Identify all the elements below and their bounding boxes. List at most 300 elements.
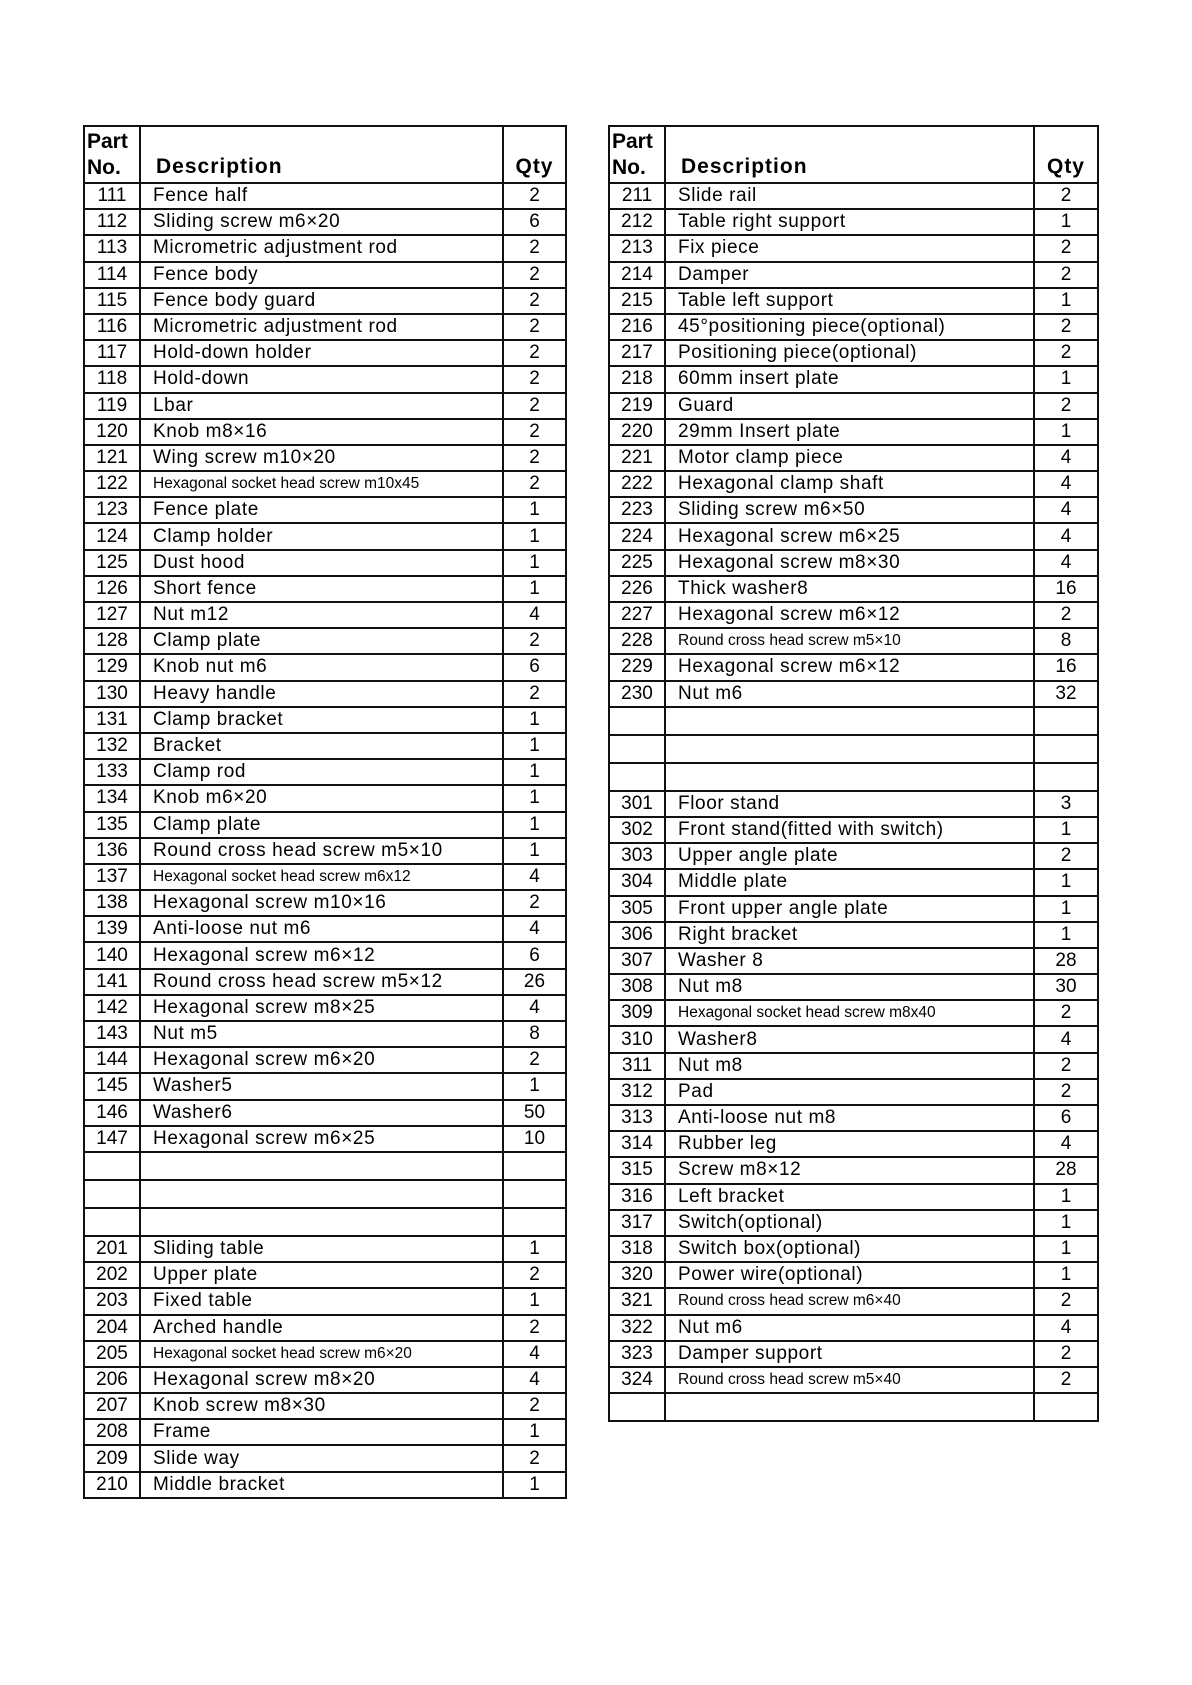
table-row bbox=[84, 550, 566, 576]
table-row bbox=[84, 1021, 566, 1047]
part-number-cell: 145 bbox=[84, 1073, 140, 1099]
description-cell bbox=[665, 1393, 1034, 1421]
table-row bbox=[84, 1047, 566, 1073]
part-number-cell: 311 bbox=[609, 1053, 665, 1079]
quantity-cell: 1 bbox=[503, 550, 566, 576]
description-cell: Table left support bbox=[665, 288, 1034, 314]
quantity-cell: 1 bbox=[1034, 419, 1098, 445]
part-number-cell: 228 bbox=[609, 628, 665, 654]
part-number-cell: 142 bbox=[84, 995, 140, 1021]
description-cell: Round cross head screw m5×12 bbox=[140, 969, 503, 995]
table-row bbox=[609, 869, 1098, 895]
table-row bbox=[609, 654, 1098, 680]
part-number-cell: 123 bbox=[84, 497, 140, 523]
quantity-cell: 1 bbox=[1034, 896, 1098, 922]
description-cell: Anti-loose nut m6 bbox=[140, 916, 503, 942]
quantity-cell: 6 bbox=[1034, 1105, 1098, 1131]
table-row bbox=[609, 1288, 1098, 1314]
part-number-cell: 322 bbox=[609, 1315, 665, 1341]
table-row bbox=[84, 1288, 566, 1314]
description-cell: Positioning piece(optional) bbox=[665, 340, 1034, 366]
table-row bbox=[84, 838, 566, 864]
table-row bbox=[609, 366, 1098, 392]
part-number-cell: 117 bbox=[84, 340, 140, 366]
description-cell: Hexagonal screw m6×12 bbox=[665, 602, 1034, 628]
table-row bbox=[609, 1157, 1098, 1183]
part-number-cell: 221 bbox=[609, 445, 665, 471]
part-number-cell: 146 bbox=[84, 1100, 140, 1126]
part-number-cell: 318 bbox=[609, 1236, 665, 1262]
description-cell: Clamp plate bbox=[140, 628, 503, 654]
part-number-cell: 206 bbox=[84, 1367, 140, 1393]
quantity-cell: 1 bbox=[503, 838, 566, 864]
quantity-cell: 2 bbox=[1034, 1000, 1098, 1026]
description-header: Description bbox=[140, 126, 503, 183]
part-number-cell: 316 bbox=[609, 1184, 665, 1210]
quantity-cell: 2 bbox=[1034, 1367, 1098, 1393]
quantity-cell: 1 bbox=[1034, 288, 1098, 314]
blank-row bbox=[84, 1180, 566, 1208]
table-row bbox=[84, 340, 566, 366]
part-number-cell: 124 bbox=[84, 523, 140, 549]
description-cell: Clamp bracket bbox=[140, 707, 503, 733]
quantity-cell: 2 bbox=[503, 235, 566, 261]
table-header-row bbox=[609, 126, 1098, 183]
table-row bbox=[609, 922, 1098, 948]
table-row bbox=[84, 916, 566, 942]
table-row bbox=[84, 759, 566, 785]
description-cell: 29mm Insert plate bbox=[665, 419, 1034, 445]
table-row bbox=[84, 785, 566, 811]
table-row bbox=[609, 1236, 1098, 1262]
part-number-cell bbox=[609, 763, 665, 791]
description-cell: Hexagonal screw m8×20 bbox=[140, 1367, 503, 1393]
description-cell bbox=[665, 763, 1034, 791]
part-number-cell: 205 bbox=[84, 1341, 140, 1367]
table-row bbox=[609, 550, 1098, 576]
part-no-header bbox=[609, 126, 665, 183]
quantity-cell: 16 bbox=[1034, 576, 1098, 602]
part-number-cell: 222 bbox=[609, 471, 665, 497]
part-number-cell: 303 bbox=[609, 843, 665, 869]
part-number-cell: 129 bbox=[84, 654, 140, 680]
description-cell: Nut m6 bbox=[665, 681, 1034, 707]
parts-table-body-left bbox=[84, 183, 566, 1498]
table-row bbox=[609, 1367, 1098, 1393]
quantity-cell: 1 bbox=[1034, 366, 1098, 392]
quantity-cell: 6 bbox=[503, 654, 566, 680]
quantity-cell: 2 bbox=[503, 1315, 566, 1341]
blank-row bbox=[84, 1152, 566, 1180]
quantity-cell: 50 bbox=[503, 1100, 566, 1126]
table-row bbox=[84, 1126, 566, 1152]
part-number-cell: 211 bbox=[609, 183, 665, 209]
quantity-cell: 30 bbox=[1034, 974, 1098, 1000]
table-row bbox=[609, 896, 1098, 922]
table-row bbox=[84, 209, 566, 235]
description-cell bbox=[665, 735, 1034, 763]
part-number-cell: 310 bbox=[609, 1026, 665, 1052]
description-cell: Switch box(optional) bbox=[665, 1236, 1034, 1262]
description-cell: Sliding table bbox=[140, 1236, 503, 1262]
table-row bbox=[84, 393, 566, 419]
table-row bbox=[609, 288, 1098, 314]
table-row bbox=[84, 707, 566, 733]
quantity-cell: 2 bbox=[1034, 1288, 1098, 1314]
part-number-cell: 112 bbox=[84, 209, 140, 235]
part-number-cell: 301 bbox=[609, 791, 665, 817]
quantity-cell: 4 bbox=[503, 995, 566, 1021]
quantity-cell: 8 bbox=[503, 1021, 566, 1047]
parts-table-body-right bbox=[609, 183, 1098, 1421]
quantity-cell: 28 bbox=[1034, 948, 1098, 974]
table-row bbox=[84, 733, 566, 759]
table-row bbox=[609, 1105, 1098, 1131]
description-cell: 45°positioning piece(optional) bbox=[665, 314, 1034, 340]
parts-table-right bbox=[608, 125, 1099, 1422]
part-number-cell: 212 bbox=[609, 209, 665, 235]
part-number-cell: 125 bbox=[84, 550, 140, 576]
quantity-cell: 1 bbox=[1034, 1236, 1098, 1262]
description-cell: Micrometric adjustment rod bbox=[140, 314, 503, 340]
part-number-cell: 144 bbox=[84, 1047, 140, 1073]
description-cell: Motor clamp piece bbox=[665, 445, 1034, 471]
table-row bbox=[609, 340, 1098, 366]
part-number-cell: 139 bbox=[84, 916, 140, 942]
quantity-cell: 2 bbox=[1034, 183, 1098, 209]
quantity-cell: 26 bbox=[503, 969, 566, 995]
part-number-cell: 314 bbox=[609, 1131, 665, 1157]
table-row bbox=[84, 1100, 566, 1126]
table-row bbox=[84, 1393, 566, 1419]
quantity-cell: 1 bbox=[503, 759, 566, 785]
part-number-cell: 203 bbox=[84, 1288, 140, 1314]
description-cell: Wing screw m10×20 bbox=[140, 445, 503, 471]
table-row bbox=[609, 523, 1098, 549]
description-cell: Upper plate bbox=[140, 1262, 503, 1288]
table-row bbox=[84, 942, 566, 968]
quantity-cell: 2 bbox=[503, 681, 566, 707]
description-header: Description bbox=[665, 126, 1034, 183]
part-number-cell: 229 bbox=[609, 654, 665, 680]
part-number-cell bbox=[609, 735, 665, 763]
quantity-cell: 1 bbox=[503, 733, 566, 759]
quantity-cell: 1 bbox=[503, 812, 566, 838]
quantity-cell: 2 bbox=[1034, 314, 1098, 340]
part-number-cell: 120 bbox=[84, 419, 140, 445]
part-number-cell bbox=[84, 1180, 140, 1208]
table-row bbox=[84, 1419, 566, 1445]
quantity-cell: 10 bbox=[503, 1126, 566, 1152]
part-number-cell: 323 bbox=[609, 1341, 665, 1367]
description-cell: Fence body guard bbox=[140, 288, 503, 314]
description-cell: Round cross head screw m6×40 bbox=[665, 1288, 1034, 1314]
quantity-cell: 2 bbox=[503, 419, 566, 445]
description-cell: Hexagonal socket head screw m10x45 bbox=[140, 471, 503, 497]
blank-row bbox=[609, 735, 1098, 763]
part-number-cell: 119 bbox=[84, 393, 140, 419]
part-no-header-line1: Part bbox=[87, 130, 128, 153]
description-cell: Knob m8×16 bbox=[140, 419, 503, 445]
part-number-cell: 137 bbox=[84, 864, 140, 890]
table-row bbox=[609, 183, 1098, 209]
part-number-cell: 219 bbox=[609, 393, 665, 419]
part-no-header-line2: No. bbox=[87, 156, 121, 179]
table-header-row bbox=[84, 126, 566, 183]
description-cell: Front upper angle plate bbox=[665, 896, 1034, 922]
quantity-cell bbox=[1034, 707, 1098, 735]
blank-row bbox=[609, 1393, 1098, 1421]
description-cell: Hexagonal socket head screw m6×20 bbox=[140, 1341, 503, 1367]
table-row bbox=[609, 817, 1098, 843]
quantity-cell: 2 bbox=[1034, 1079, 1098, 1105]
part-number-cell: 131 bbox=[84, 707, 140, 733]
part-number-cell: 225 bbox=[609, 550, 665, 576]
part-number-cell: 224 bbox=[609, 523, 665, 549]
description-cell: Knob screw m8×30 bbox=[140, 1393, 503, 1419]
part-number-cell: 201 bbox=[84, 1236, 140, 1262]
description-cell: Middle plate bbox=[665, 869, 1034, 895]
table-row bbox=[84, 995, 566, 1021]
table-row bbox=[84, 419, 566, 445]
quantity-cell bbox=[1034, 763, 1098, 791]
table-row bbox=[609, 445, 1098, 471]
quantity-cell bbox=[503, 1152, 566, 1180]
quantity-cell: 2 bbox=[1034, 393, 1098, 419]
quantity-cell: 2 bbox=[503, 183, 566, 209]
part-number-cell: 130 bbox=[84, 681, 140, 707]
description-cell: Hexagonal screw m6×25 bbox=[140, 1126, 503, 1152]
description-cell: Hold-down bbox=[140, 366, 503, 392]
quantity-cell: 2 bbox=[503, 471, 566, 497]
description-cell: Clamp plate bbox=[140, 812, 503, 838]
quantity-cell: 2 bbox=[1034, 1053, 1098, 1079]
part-number-cell: 141 bbox=[84, 969, 140, 995]
part-number-cell: 136 bbox=[84, 838, 140, 864]
table-row bbox=[84, 262, 566, 288]
part-number-cell: 216 bbox=[609, 314, 665, 340]
quantity-cell: 4 bbox=[503, 1367, 566, 1393]
quantity-cell: 2 bbox=[503, 445, 566, 471]
quantity-cell: 8 bbox=[1034, 628, 1098, 654]
description-cell: Pad bbox=[665, 1079, 1034, 1105]
description-cell: Knob nut m6 bbox=[140, 654, 503, 680]
table-row bbox=[84, 1073, 566, 1099]
part-number-cell: 209 bbox=[84, 1445, 140, 1471]
part-number-cell: 143 bbox=[84, 1021, 140, 1047]
description-cell: Floor stand bbox=[665, 791, 1034, 817]
quantity-cell: 1 bbox=[503, 1472, 566, 1498]
table-row bbox=[84, 1341, 566, 1367]
description-cell bbox=[665, 707, 1034, 735]
part-number-cell: 230 bbox=[609, 681, 665, 707]
description-cell: Knob m6×20 bbox=[140, 785, 503, 811]
table-row bbox=[84, 602, 566, 628]
quantity-cell: 3 bbox=[1034, 791, 1098, 817]
description-cell: Heavy handle bbox=[140, 681, 503, 707]
table-row bbox=[609, 393, 1098, 419]
table-row bbox=[609, 1131, 1098, 1157]
description-cell: Rubber leg bbox=[665, 1131, 1034, 1157]
table-row bbox=[609, 948, 1098, 974]
part-number-cell: 213 bbox=[609, 235, 665, 261]
quantity-cell: 28 bbox=[1034, 1157, 1098, 1183]
table-row bbox=[84, 235, 566, 261]
parts-table-left bbox=[83, 125, 567, 1499]
quantity-cell: 2 bbox=[1034, 602, 1098, 628]
quantity-cell: 2 bbox=[503, 288, 566, 314]
table-row bbox=[84, 1315, 566, 1341]
description-cell: Left bracket bbox=[665, 1184, 1034, 1210]
qty-header: Qty bbox=[503, 126, 566, 183]
table-row bbox=[609, 497, 1098, 523]
description-cell: Power wire(optional) bbox=[665, 1262, 1034, 1288]
table-row bbox=[609, 262, 1098, 288]
part-number-cell: 122 bbox=[84, 471, 140, 497]
description-cell bbox=[140, 1180, 503, 1208]
table-row bbox=[84, 523, 566, 549]
quantity-cell: 1 bbox=[1034, 869, 1098, 895]
description-cell: Hexagonal screw m6×12 bbox=[665, 654, 1034, 680]
part-number-cell: 306 bbox=[609, 922, 665, 948]
quantity-cell: 1 bbox=[503, 576, 566, 602]
part-no-header bbox=[84, 126, 140, 183]
quantity-cell: 1 bbox=[503, 707, 566, 733]
quantity-cell: 4 bbox=[1034, 1026, 1098, 1052]
description-cell: Fence plate bbox=[140, 497, 503, 523]
table-row bbox=[609, 1210, 1098, 1236]
description-cell: Nut m8 bbox=[665, 974, 1034, 1000]
table-row bbox=[84, 576, 566, 602]
table-row bbox=[609, 602, 1098, 628]
description-cell: Short fence bbox=[140, 576, 503, 602]
description-cell: Round cross head screw m5×10 bbox=[140, 838, 503, 864]
description-cell: Hexagonal socket head screw m6x12 bbox=[140, 864, 503, 890]
part-number-cell: 302 bbox=[609, 817, 665, 843]
table-row bbox=[84, 969, 566, 995]
quantity-cell: 2 bbox=[503, 262, 566, 288]
description-cell: Hexagonal screw m6×20 bbox=[140, 1047, 503, 1073]
description-cell: Nut m8 bbox=[665, 1053, 1034, 1079]
table-row bbox=[609, 1184, 1098, 1210]
quantity-cell: 1 bbox=[1034, 1210, 1098, 1236]
table-row bbox=[609, 314, 1098, 340]
table-row bbox=[84, 1262, 566, 1288]
quantity-cell: 2 bbox=[1034, 843, 1098, 869]
quantity-cell: 1 bbox=[503, 1236, 566, 1262]
blank-row bbox=[609, 763, 1098, 791]
part-number-cell bbox=[609, 1393, 665, 1421]
part-number-cell: 127 bbox=[84, 602, 140, 628]
description-cell: Guard bbox=[665, 393, 1034, 419]
table-row bbox=[609, 791, 1098, 817]
quantity-cell: 4 bbox=[1034, 497, 1098, 523]
quantity-cell bbox=[1034, 1393, 1098, 1421]
quantity-cell: 4 bbox=[1034, 1131, 1098, 1157]
part-number-cell: 111 bbox=[84, 183, 140, 209]
quantity-cell: 2 bbox=[503, 314, 566, 340]
quantity-cell: 2 bbox=[1034, 340, 1098, 366]
part-number-cell: 118 bbox=[84, 366, 140, 392]
qty-header: Qty bbox=[1034, 126, 1098, 183]
quantity-cell: 2 bbox=[503, 366, 566, 392]
quantity-cell: 2 bbox=[1034, 1341, 1098, 1367]
description-cell: Washer8 bbox=[665, 1026, 1034, 1052]
part-number-cell: 320 bbox=[609, 1262, 665, 1288]
quantity-cell bbox=[1034, 735, 1098, 763]
quantity-cell: 4 bbox=[1034, 471, 1098, 497]
description-cell: Frame bbox=[140, 1419, 503, 1445]
description-cell bbox=[140, 1152, 503, 1180]
description-cell: Fence body bbox=[140, 262, 503, 288]
quantity-cell: 1 bbox=[1034, 209, 1098, 235]
description-cell: Bracket bbox=[140, 733, 503, 759]
description-cell: Micrometric adjustment rod bbox=[140, 235, 503, 261]
part-number-cell: 121 bbox=[84, 445, 140, 471]
part-number-cell: 133 bbox=[84, 759, 140, 785]
quantity-cell: 1 bbox=[1034, 922, 1098, 948]
quantity-cell: 2 bbox=[1034, 235, 1098, 261]
table-row bbox=[84, 654, 566, 680]
part-number-cell: 113 bbox=[84, 235, 140, 261]
part-number-cell: 134 bbox=[84, 785, 140, 811]
description-cell: Hexagonal clamp shaft bbox=[665, 471, 1034, 497]
table-row bbox=[609, 681, 1098, 707]
quantity-cell: 1 bbox=[503, 785, 566, 811]
table-row bbox=[84, 1472, 566, 1498]
description-cell: Slide rail bbox=[665, 183, 1034, 209]
table-row bbox=[84, 183, 566, 209]
part-number-cell: 208 bbox=[84, 1419, 140, 1445]
part-number-cell: 138 bbox=[84, 890, 140, 916]
description-cell: Hexagonal screw m8×30 bbox=[665, 550, 1034, 576]
quantity-cell: 2 bbox=[503, 1047, 566, 1073]
quantity-cell: 16 bbox=[1034, 654, 1098, 680]
quantity-cell: 4 bbox=[1034, 1315, 1098, 1341]
part-number-cell: 147 bbox=[84, 1126, 140, 1152]
quantity-cell: 2 bbox=[503, 628, 566, 654]
blank-row bbox=[84, 1208, 566, 1236]
description-cell: Screw m8×12 bbox=[665, 1157, 1034, 1183]
part-number-cell: 210 bbox=[84, 1472, 140, 1498]
part-number-cell: 304 bbox=[609, 869, 665, 895]
part-number-cell: 317 bbox=[609, 1210, 665, 1236]
description-cell: Hexagonal screw m10×16 bbox=[140, 890, 503, 916]
part-number-cell: 116 bbox=[84, 314, 140, 340]
description-cell: Hold-down holder bbox=[140, 340, 503, 366]
part-number-cell: 128 bbox=[84, 628, 140, 654]
part-number-cell: 220 bbox=[609, 419, 665, 445]
quantity-cell: 4 bbox=[503, 602, 566, 628]
part-number-cell: 140 bbox=[84, 942, 140, 968]
quantity-cell bbox=[503, 1180, 566, 1208]
table-row bbox=[609, 1000, 1098, 1026]
description-cell: Washer 8 bbox=[665, 948, 1034, 974]
table-row bbox=[84, 1236, 566, 1262]
description-cell: Hexagonal screw m6×12 bbox=[140, 942, 503, 968]
part-number-cell: 126 bbox=[84, 576, 140, 602]
part-number-cell bbox=[84, 1208, 140, 1236]
table-row bbox=[84, 864, 566, 890]
quantity-cell: 6 bbox=[503, 209, 566, 235]
table-row bbox=[84, 288, 566, 314]
part-number-cell: 307 bbox=[609, 948, 665, 974]
quantity-cell: 2 bbox=[503, 340, 566, 366]
part-number-cell bbox=[609, 707, 665, 735]
description-cell: Hexagonal socket head screw m8x40 bbox=[665, 1000, 1034, 1026]
blank-row bbox=[609, 707, 1098, 735]
part-number-cell: 313 bbox=[609, 1105, 665, 1131]
